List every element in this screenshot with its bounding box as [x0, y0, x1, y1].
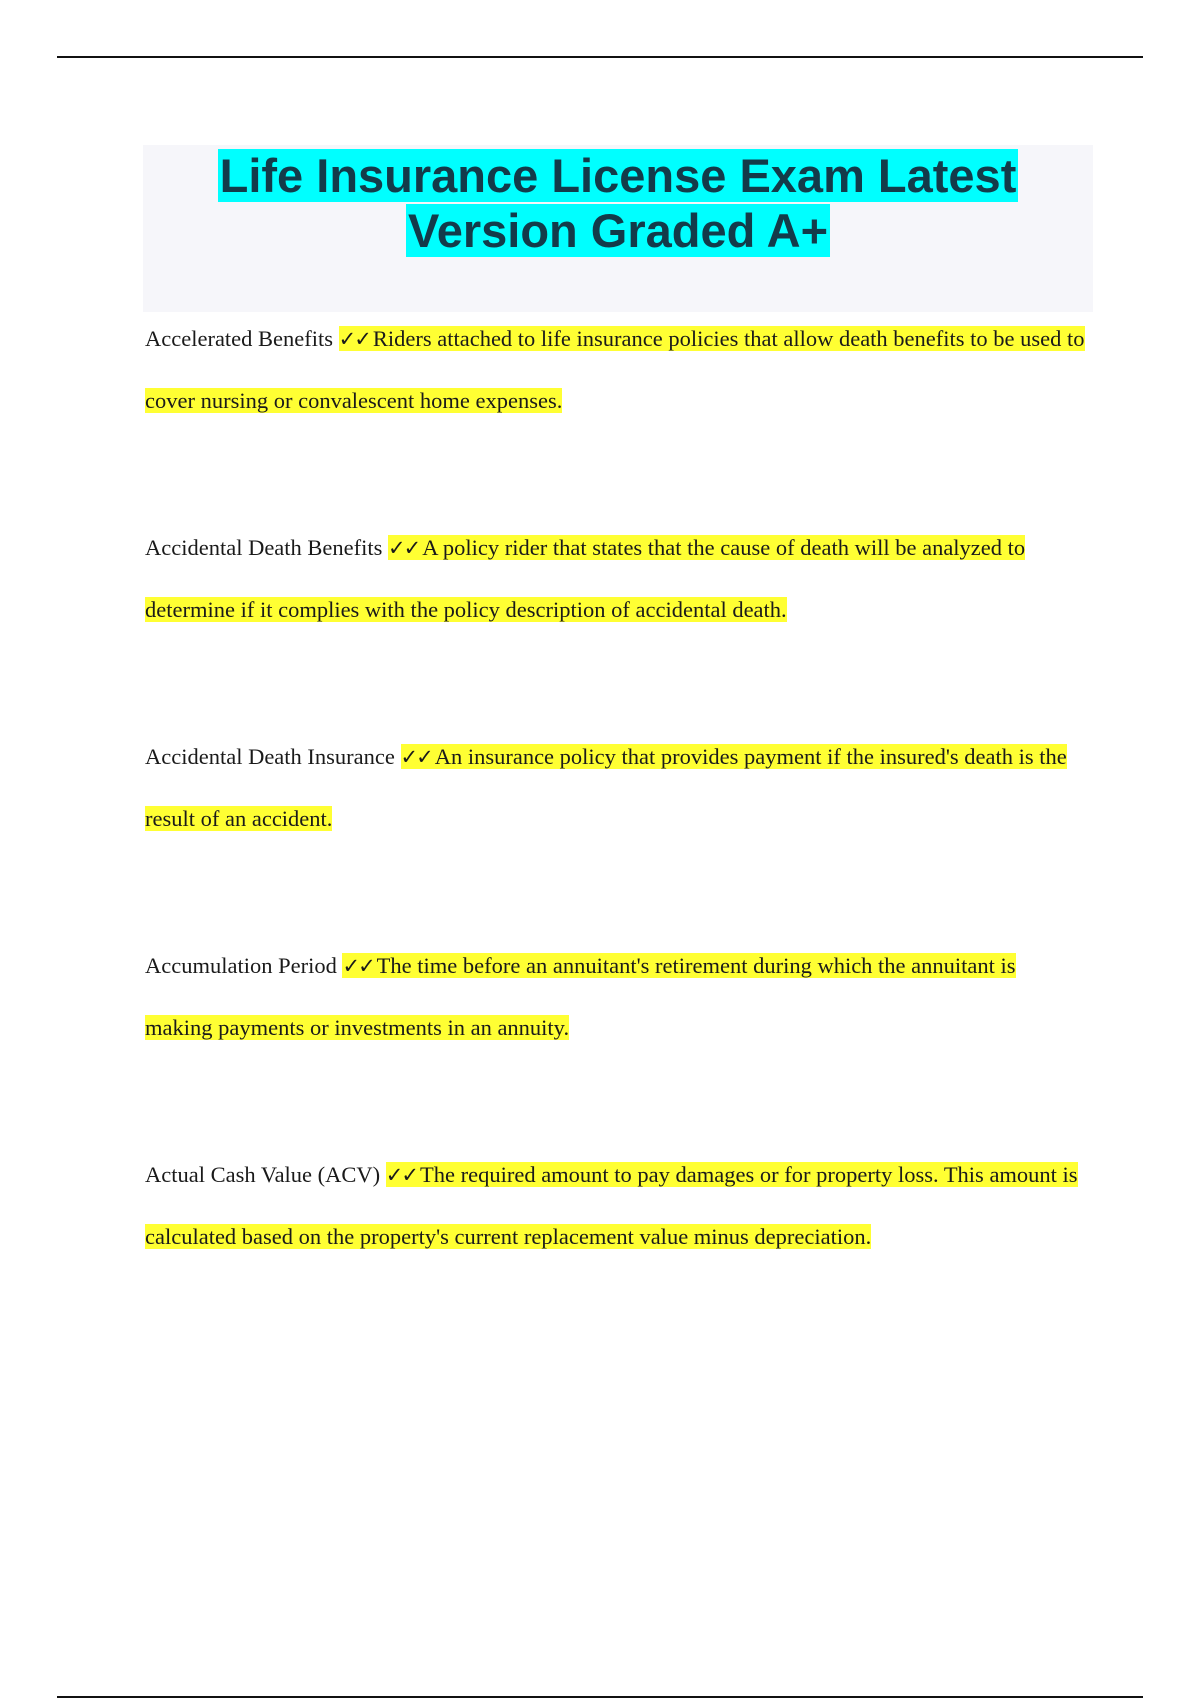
double-check-icon: ✓✓: [400, 745, 432, 769]
glossary-entry: [145, 517, 1085, 640]
glossary-entry: [145, 1144, 1085, 1267]
glossary-entry: [145, 935, 1085, 1058]
entry-term: Accelerated Benefits: [145, 326, 334, 351]
double-check-icon: ✓✓: [338, 327, 370, 351]
entry-definition: A policy rider that states that the cause of death will be analyzed to determine if it complies with the policy description of accidental death.: [145, 535, 1026, 622]
glossary-entry: [145, 726, 1085, 849]
double-check-icon: ✓✓: [342, 954, 374, 978]
double-check-icon: ✓✓: [388, 536, 420, 560]
glossary-entries: [145, 308, 1085, 1353]
entry-definition: The time before an annuitant's retirement during which the annuitant is making payments or investments in an annuity.: [145, 953, 1016, 1040]
title-line-2: Version Graded A+: [407, 204, 829, 257]
entry-term: Accidental Death Insurance: [145, 744, 395, 769]
bottom-rule: [57, 1696, 1143, 1698]
double-check-icon: ✓✓: [385, 1163, 417, 1187]
entry-definition: An insurance policy that provides payment if the insured's death is the result of an accident.: [145, 744, 1067, 831]
entry-term: Actual Cash Value (ACV): [145, 1162, 381, 1187]
top-rule: [57, 56, 1143, 58]
entry-term: Accidental Death Benefits: [145, 535, 383, 560]
title-line-1: Life Insurance License Exam Latest: [219, 149, 1017, 202]
entry-term: Accumulation Period: [145, 953, 337, 978]
entry-definition: Riders attached to life insurance policies that allow death benefits to be used to cover nursing or convalescent home expenses.: [145, 326, 1085, 413]
glossary-entry: [145, 308, 1085, 431]
title-banner: [143, 145, 1093, 312]
entry-definition: The required amount to pay damages or for property loss. This amount is calculated based on the property's current replacement value minus depreciation.: [145, 1162, 1078, 1249]
document-title: [143, 145, 1093, 258]
